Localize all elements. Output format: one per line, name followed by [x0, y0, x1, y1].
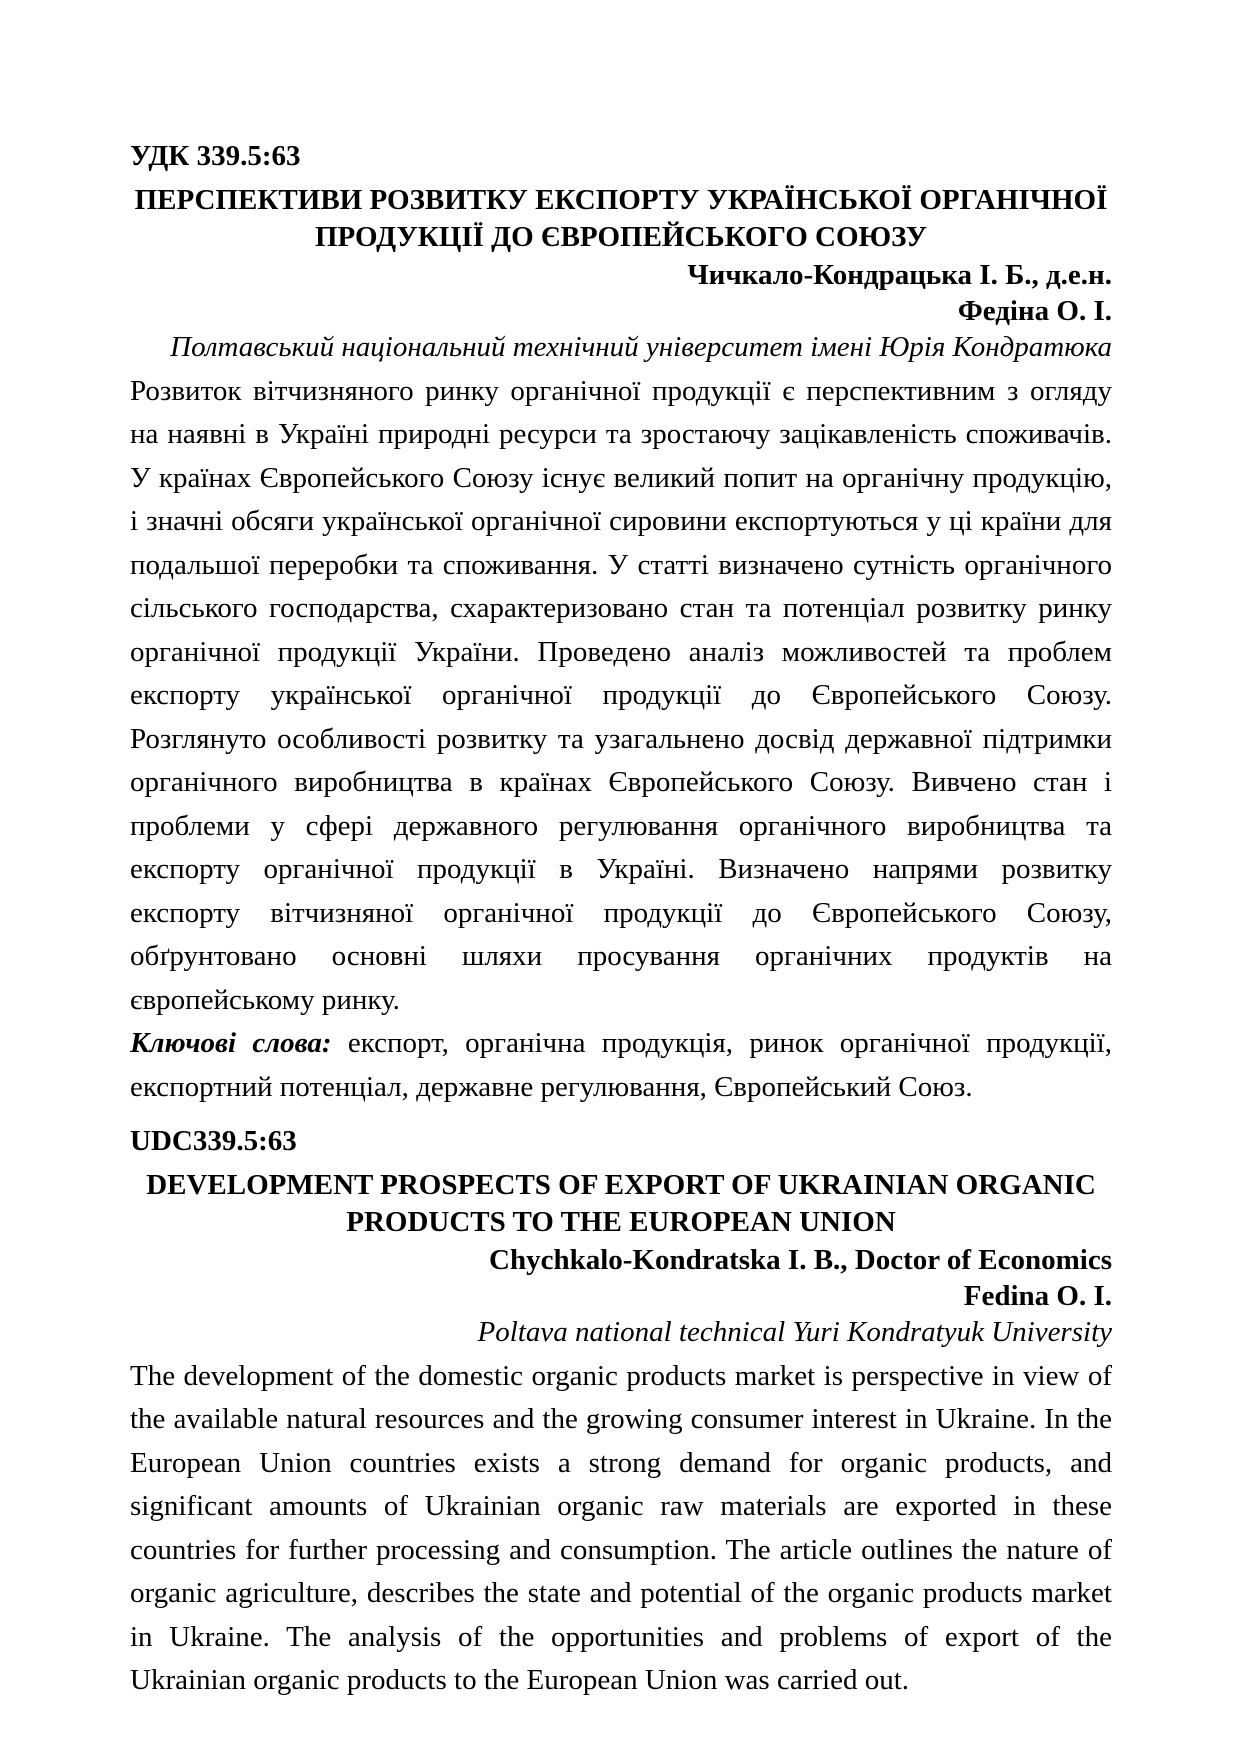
author-uk-2: Федіна О. І.: [957, 295, 1112, 327]
affiliation-uk: Полтавський національний технічний університет імені Юрія Кондратюка: [170, 331, 1112, 364]
article-title-en: DEVELOPMENT PROSPECTS OF EXPORT OF UKRAINIAN ORGANIC PRODUCTS TO THE EUROPEAN UNION: [146, 1169, 1096, 1238]
keywords-text-uk: експорт, органічна продукція, ринок органічної продукції, експортний потенціал, державне регулювання, Європейський Союз.: [130, 1027, 1112, 1103]
keywords-label-uk: Ключові слова:: [130, 1027, 332, 1059]
article-title-uk: ПЕРСПЕКТИВИ РОЗВИТКУ ЕКСПОРТУ УКРАЇНСЬКОЇ ОРГАНІЧНОЇ ПРОДУКЦІЇ ДО ЄВРОПЕЙСЬКОГО СОЮЗУ: [134, 184, 1108, 253]
affiliation-en: Poltava national technical Yuri Kondratyuk University: [477, 1316, 1112, 1349]
author-uk-1: Чичкало-Кондрацька І. Б., д.е.н.: [687, 258, 1112, 291]
author-en-2: Fedina O. I.: [963, 1280, 1112, 1312]
abstract-en: The development of the domestic organic products market is perspective in view of the available natural resources and the growing consumer interest in Ukraine. In the European Union countries exists a strong demand for organic products, and significant amounts of Ukrainian organic raw materials are exported in these countries for further processing and consumption. The article outlines the nature of organic agriculture, describes the state and potential of the organic products market in Ukraine. The analysis of the opportunities and problems of export of the Ukrainian organic products to the European Union was carried out.: [130, 1359, 1112, 1696]
author-en-1: Chychkalo-Kondratska I. B., Doctor of Economics: [489, 1243, 1112, 1276]
keywords-uk: [130, 1022, 1112, 1109]
udc-code-en: UDC339.5:63: [130, 1125, 297, 1157]
abstract-uk: Розвиток вітчизняного ринку органічної продукції є перспективним з огляду на наявні в Україні природні ресурси та зростаючу зацікавленість споживачів. У країнах Європейського Союзу існує великий попит на органічну продукцію, і значні обсяги української органічної сировини експортуються у ці країни для подальшої переробки та споживання. У статті визначено сутність органічного сільського господарства, схарактеризовано стан та потенціал розвитку ринку органічної продукції України. Проведено аналіз можливостей та проблем експорту української органічної продукції до Європейського Союзу. Розглянуто особливості розвитку та узагальнено досвід державної підтримки органічного виробництва в країнах Європейського Союзу. Вивчено стан і проблеми у сфері державного регулювання органічного виробництва та експорту органічної продукції в Україні. Визначено напрями розвитку експорту вітчизняної органічної продукції до Європейського Союзу, обґрунтовано основні шляхи просування органічних продуктів на європейському ринку.: [130, 374, 1112, 1016]
udk-code-uk: УДК 339.5:63: [130, 140, 301, 172]
